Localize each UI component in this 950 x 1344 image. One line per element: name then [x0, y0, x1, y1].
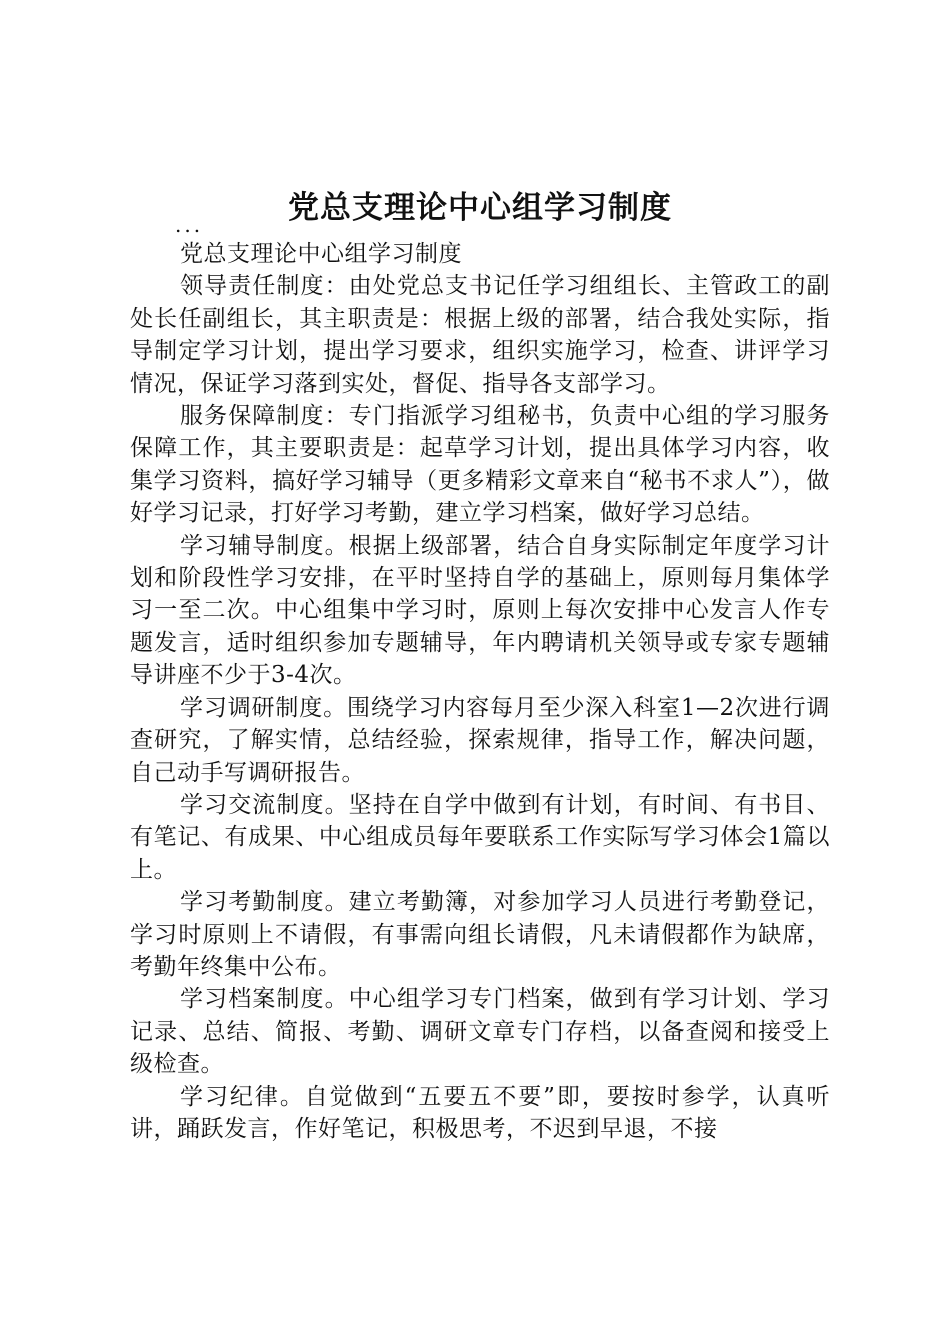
paragraph-study-exchange: 学习交流制度。坚持在自学中做到有计划，有时间、有书目、有笔记、有成果、中心组成员每年要联系工作实际写学习体会1篇以上。 [130, 791, 830, 883]
paragraph-service-support: 服务保障制度：专门指派学习组秘书，负责中心组的学习服务保障工作，其主要职责是：起草学习计划，提出具体学习内容，收集学习资料，搞好学习辅导（更多精彩文章来自“秘书不求人”），做好学习记录，打好学习考勤，建立学习档案，做好学习总结。 [130, 403, 830, 527]
paragraph-leadership-responsibility: 领导责任制度：由处党总支书记任学习组组长、主管政工的副处长任副组长，其主职责是：根据上级的部署，结合我处实际，指导制定学习计划，提出学习要求，组织实施学习，检查、讲评学习情况，保证学习落到实处，督促、指导各支部学习。 [130, 273, 830, 397]
document-body [130, 238, 830, 1145]
paragraph-attendance: 学习考勤制度。建立考勤簿，对参加学习人员进行考勤登记，学习时原则上不请假，有事需向组长请假，凡未请假都作为缺席，考勤年终集中公布。 [130, 889, 830, 980]
paragraph-discipline: 学习纪律。自觉做到“五要五不要”即，要按时参学，认真听讲，踊跃发言，作好笔记，积极思考，不迟到早退，不接 [130, 1083, 830, 1142]
paragraph-study-guidance: 学习辅导制度。根据上级部署，结合自身实际制定年度学习计划和阶段性学习安排，在平时坚持自学的基础上，原则每月集体学习一至二次。中心组集中学习时，原则上每次安排中心发言人作专题发言，适时组织参加专题辅导，年内聘请机关领导或专家专题辅导讲座不少于3-4次。 [130, 532, 830, 689]
ellipsis-marker: ... [175, 213, 204, 237]
paragraph-subtitle: 党总支理论中心组学习制度 [180, 241, 462, 267]
document-title: 党总支理论中心组学习制度 [288, 190, 672, 226]
paragraph-study-research: 学习调研制度。围绕学习内容每月至少深入科室1—2次进行调查研究，了解实情，总结经验，探索规律，指导工作，解决问题，自己动手写调研报告。 [130, 694, 830, 786]
paragraph-archive: 学习档案制度。中心组学习专门档案，做到有学习计划、学习记录、总结、简报、考勤、调研文章专门存档，以备查阅和接受上级检查。 [130, 986, 830, 1078]
